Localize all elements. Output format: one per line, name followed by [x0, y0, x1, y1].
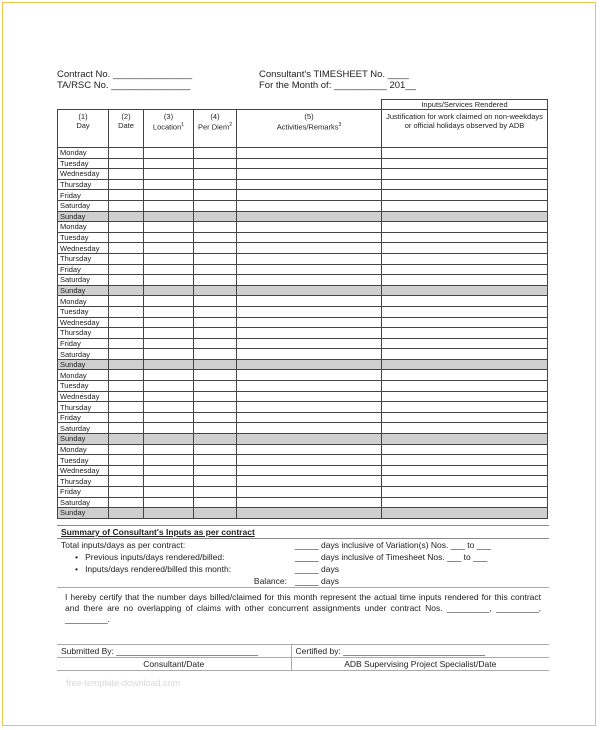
entry-cell[interactable] — [237, 359, 382, 370]
entry-cell[interactable] — [382, 370, 548, 381]
entry-cell[interactable] — [144, 253, 194, 264]
tarsc-no-field[interactable]: TA/RSC No. _______________ — [57, 80, 191, 91]
summary-total-value[interactable]: _____ days inclusive of Variation(s) Nos. ___ to ___ — [295, 540, 491, 550]
entry-cell[interactable] — [194, 402, 237, 413]
entry-cell[interactable] — [144, 148, 194, 159]
table-row — [58, 434, 548, 445]
entry-cell[interactable] — [382, 222, 548, 233]
entry-cell[interactable] — [194, 190, 237, 201]
entry-cell[interactable] — [109, 232, 144, 243]
entry-cell[interactable] — [109, 306, 144, 317]
column-headers — [58, 110, 548, 148]
day-cell: Friday — [58, 412, 109, 423]
entry-cell[interactable] — [109, 285, 144, 296]
entry-cell[interactable] — [194, 381, 237, 392]
entry-cell[interactable] — [109, 158, 144, 169]
entry-cell[interactable] — [144, 508, 194, 519]
timesheet-table — [57, 99, 548, 519]
day-cell: Thursday — [58, 476, 109, 487]
table-row — [58, 455, 548, 466]
entry-cell[interactable] — [109, 508, 144, 519]
entry-cell[interactable] — [109, 211, 144, 222]
entry-cell[interactable] — [237, 402, 382, 413]
entry-cell[interactable] — [109, 200, 144, 211]
adb-specialist-label: ADB Supervising Project Specialist/Date — [291, 658, 549, 671]
summary-thismonth-label: • Inputs/days rendered/billed this month: — [75, 564, 232, 574]
entry-cell[interactable] — [237, 296, 382, 307]
day-cell: Wednesday — [58, 169, 109, 180]
entry-cell[interactable] — [144, 222, 194, 233]
entry-cell[interactable] — [144, 285, 194, 296]
entry-cell[interactable] — [194, 465, 237, 476]
entry-cell[interactable] — [382, 264, 548, 275]
day-cell: Sunday — [58, 508, 109, 519]
entry-cell[interactable] — [237, 179, 382, 190]
entry-cell[interactable] — [144, 338, 194, 349]
entry-cell[interactable] — [382, 402, 548, 413]
table-row — [58, 264, 548, 275]
entry-cell[interactable] — [109, 169, 144, 180]
table-row — [58, 222, 548, 233]
entry-cell[interactable] — [382, 275, 548, 286]
col-date-header: (2) Date — [109, 110, 144, 148]
entry-cell[interactable] — [382, 444, 548, 455]
day-cell: Friday — [58, 338, 109, 349]
entry-cell[interactable] — [109, 148, 144, 159]
entry-cell[interactable] — [109, 243, 144, 254]
entry-cell[interactable] — [382, 423, 548, 434]
day-cell: Thursday — [58, 179, 109, 190]
table-row — [58, 148, 548, 159]
day-cell: Wednesday — [58, 465, 109, 476]
entry-cell[interactable] — [109, 264, 144, 275]
entry-cell[interactable] — [144, 497, 194, 508]
table-row — [58, 285, 548, 296]
table-row — [58, 200, 548, 211]
entry-cell[interactable] — [237, 338, 382, 349]
entry-cell[interactable] — [237, 444, 382, 455]
entry-cell[interactable] — [237, 232, 382, 243]
entry-cell[interactable] — [382, 455, 548, 466]
entry-cell[interactable] — [144, 328, 194, 339]
entry-cell[interactable] — [237, 169, 382, 180]
entry-cell[interactable] — [144, 391, 194, 402]
entry-cell[interactable] — [237, 434, 382, 445]
entry-cell[interactable] — [144, 402, 194, 413]
entry-cell[interactable] — [194, 296, 237, 307]
entry-cell[interactable] — [144, 487, 194, 498]
day-cell: Sunday — [58, 359, 109, 370]
entry-cell[interactable] — [237, 412, 382, 423]
day-cell: Tuesday — [58, 232, 109, 243]
entry-cell[interactable] — [237, 370, 382, 381]
day-cell: Monday — [58, 148, 109, 159]
day-cell: Monday — [58, 444, 109, 455]
summary-total-label: Total inputs/days as per contract: — [61, 540, 186, 550]
entry-cell[interactable] — [109, 296, 144, 307]
entry-cell[interactable] — [144, 232, 194, 243]
col-day-header: (1) Day — [58, 110, 109, 148]
entry-cell[interactable] — [194, 222, 237, 233]
month-field[interactable]: For the Month of: __________ 201__ — [259, 80, 416, 91]
entry-cell[interactable] — [382, 148, 548, 159]
entry-cell[interactable] — [194, 158, 237, 169]
entry-cell[interactable] — [144, 359, 194, 370]
entry-cell[interactable] — [237, 349, 382, 360]
day-cell: Saturday — [58, 349, 109, 360]
summary-thismonth-value[interactable]: _____ days — [295, 564, 339, 574]
entry-cell[interactable] — [144, 264, 194, 275]
entry-cell[interactable] — [109, 370, 144, 381]
day-cell: Wednesday — [58, 391, 109, 402]
entry-cell[interactable] — [382, 232, 548, 243]
entry-cell[interactable] — [144, 190, 194, 201]
entry-cell[interactable] — [382, 306, 548, 317]
entry-cell[interactable] — [144, 200, 194, 211]
entry-cell[interactable] — [382, 381, 548, 392]
certification-text: I hereby certify that the number days billed/claimed for this month represent the actual time inputs rendered for this contract and there are no overlapping of claims with other concurrent assignments under contract Nos. _________, _________, _________. — [57, 588, 549, 645]
entry-cell[interactable] — [109, 328, 144, 339]
entry-cell[interactable] — [194, 423, 237, 434]
entry-cell[interactable] — [109, 349, 144, 360]
table-row — [58, 306, 548, 317]
entry-cell[interactable] — [144, 349, 194, 360]
entry-cell[interactable] — [237, 275, 382, 286]
table-row — [58, 179, 548, 190]
entry-cell[interactable] — [109, 179, 144, 190]
entry-cell[interactable] — [194, 275, 237, 286]
entry-cell[interactable] — [144, 275, 194, 286]
entry-cell[interactable] — [237, 317, 382, 328]
entry-cell[interactable] — [109, 359, 144, 370]
certified-by-field[interactable]: Certified by: ______________________________ — [291, 645, 549, 658]
entry-cell[interactable] — [194, 434, 237, 445]
day-cell: Thursday — [58, 253, 109, 264]
entry-cell[interactable] — [109, 476, 144, 487]
entry-cell[interactable] — [109, 423, 144, 434]
entry-cell[interactable] — [109, 444, 144, 455]
entry-cell[interactable] — [382, 169, 548, 180]
entry-cell[interactable] — [382, 179, 548, 190]
entry-cell[interactable] — [237, 328, 382, 339]
entry-cell[interactable] — [382, 296, 548, 307]
entry-cell[interactable] — [194, 444, 237, 455]
day-cell: Saturday — [58, 423, 109, 434]
entry-cell[interactable] — [194, 476, 237, 487]
entry-cell[interactable] — [237, 423, 382, 434]
entry-cell[interactable] — [194, 412, 237, 423]
entry-cell[interactable] — [382, 497, 548, 508]
entry-cell[interactable] — [109, 381, 144, 392]
entry-cell[interactable] — [144, 296, 194, 307]
entry-cell[interactable] — [382, 317, 548, 328]
entry-cell[interactable] — [194, 508, 237, 519]
entry-cell[interactable] — [382, 285, 548, 296]
header-left — [57, 69, 192, 91]
entry-cell[interactable] — [109, 455, 144, 466]
entry-cell[interactable] — [237, 222, 382, 233]
table-row — [58, 391, 548, 402]
table-row — [58, 338, 548, 349]
table-row — [58, 253, 548, 264]
entry-cell[interactable] — [382, 338, 548, 349]
day-cell: Monday — [58, 222, 109, 233]
entry-cell[interactable] — [237, 200, 382, 211]
table-row — [58, 359, 548, 370]
entry-cell[interactable] — [109, 497, 144, 508]
entry-cell[interactable] — [382, 211, 548, 222]
entry-cell[interactable] — [382, 412, 548, 423]
day-cell: Friday — [58, 190, 109, 201]
entry-cell[interactable] — [144, 306, 194, 317]
entry-cell[interactable] — [382, 508, 548, 519]
entry-cell[interactable] — [109, 412, 144, 423]
submitted-by-field[interactable]: Submitted By: ______________________________ — [57, 645, 291, 658]
entry-cell[interactable] — [109, 275, 144, 286]
table-row — [58, 328, 548, 339]
entry-cell[interactable] — [194, 349, 237, 360]
entry-cell[interactable] — [382, 476, 548, 487]
entry-cell[interactable] — [382, 434, 548, 445]
table-row — [58, 402, 548, 413]
day-cell: Saturday — [58, 275, 109, 286]
watermark-text: free-template-download.com — [66, 678, 181, 688]
entry-cell[interactable] — [237, 381, 382, 392]
entry-cell[interactable] — [109, 402, 144, 413]
entry-cell[interactable] — [194, 455, 237, 466]
day-cell: Monday — [58, 296, 109, 307]
entry-cell[interactable] — [194, 391, 237, 402]
entry-cell[interactable] — [382, 359, 548, 370]
day-cell: Friday — [58, 487, 109, 498]
table-row — [58, 508, 548, 519]
entry-cell[interactable] — [144, 444, 194, 455]
entry-cell[interactable] — [382, 243, 548, 254]
table-row — [58, 211, 548, 222]
table-row — [58, 476, 548, 487]
entry-cell[interactable] — [144, 434, 194, 445]
entry-cell[interactable] — [194, 200, 237, 211]
table-row — [58, 169, 548, 180]
entry-cell[interactable] — [194, 359, 237, 370]
entry-cell[interactable] — [237, 211, 382, 222]
contract-no-field[interactable]: Contract No. _______________ — [57, 69, 193, 80]
day-cell: Wednesday — [58, 317, 109, 328]
entry-cell[interactable] — [194, 487, 237, 498]
table-row — [58, 487, 548, 498]
entry-cell[interactable] — [382, 190, 548, 201]
entry-cell[interactable] — [194, 148, 237, 159]
day-cell: Tuesday — [58, 455, 109, 466]
table-row — [58, 465, 548, 476]
entry-cell[interactable] — [194, 179, 237, 190]
entry-cell[interactable] — [237, 306, 382, 317]
entry-cell[interactable] — [109, 434, 144, 445]
entry-cell[interactable] — [194, 306, 237, 317]
entry-cell[interactable] — [144, 381, 194, 392]
entry-cell[interactable] — [194, 370, 237, 381]
entry-cell[interactable] — [109, 317, 144, 328]
day-cell: Sunday — [58, 285, 109, 296]
day-cell: Saturday — [58, 200, 109, 211]
table-row — [58, 190, 548, 201]
entry-cell[interactable] — [109, 222, 144, 233]
header-right — [259, 69, 416, 91]
table-row — [58, 243, 548, 254]
entry-cell[interactable] — [144, 169, 194, 180]
day-cell: Sunday — [58, 434, 109, 445]
entry-cell[interactable] — [144, 370, 194, 381]
col-perdiem-header: (4) Per Diem$^2$ — [194, 110, 237, 148]
entry-cell[interactable] — [382, 200, 548, 211]
entry-cell[interactable] — [194, 232, 237, 243]
summary-title: Summary of Consultant's Inputs as per contract — [57, 526, 549, 539]
summary-section — [57, 525, 549, 671]
summary-balance-value[interactable]: _____ days — [295, 576, 339, 586]
col-justification-header: Justification for work claimed on non-weekdays or official holidays observed by ADB — [382, 110, 548, 148]
entry-cell[interactable] — [194, 328, 237, 339]
summary-previous-label: • Previous inputs/days rendered/billed: — [75, 552, 225, 562]
table-row — [58, 232, 548, 243]
entry-cell[interactable] — [144, 412, 194, 423]
entry-cell[interactable] — [237, 148, 382, 159]
entry-cell[interactable] — [382, 253, 548, 264]
entry-cell[interactable] — [194, 264, 237, 275]
timesheet-no-field[interactable]: Consultant's TIMESHEET No. ____ — [259, 69, 409, 80]
entry-cell[interactable] — [237, 285, 382, 296]
entry-cell[interactable] — [237, 190, 382, 201]
day-cell: Tuesday — [58, 381, 109, 392]
table-row — [58, 158, 548, 169]
col-activities-header: (5) Activities/Remarks$^3$ — [237, 110, 382, 148]
entry-cell[interactable] — [144, 158, 194, 169]
entry-cell[interactable] — [237, 264, 382, 275]
entry-cell[interactable] — [194, 211, 237, 222]
day-cell: Tuesday — [58, 306, 109, 317]
day-cell: Wednesday — [58, 243, 109, 254]
entry-cell[interactable] — [194, 253, 237, 264]
entry-cell[interactable] — [109, 465, 144, 476]
entry-cell[interactable] — [144, 465, 194, 476]
entry-cell[interactable] — [144, 243, 194, 254]
day-cell: Friday — [58, 264, 109, 275]
entry-cell[interactable] — [194, 497, 237, 508]
col-location-header: (3) Location$^1$ — [144, 110, 194, 148]
entry-cell[interactable] — [237, 465, 382, 476]
day-cell: Monday — [58, 370, 109, 381]
entry-cell[interactable] — [109, 253, 144, 264]
entry-cell[interactable] — [144, 423, 194, 434]
entry-cell[interactable] — [109, 190, 144, 201]
table-row — [58, 296, 548, 307]
entry-cell[interactable] — [382, 328, 548, 339]
consultant-date-label: Consultant/Date — [57, 658, 291, 671]
entry-cell[interactable] — [237, 508, 382, 519]
entry-cell[interactable] — [237, 243, 382, 254]
entry-cell[interactable] — [144, 317, 194, 328]
entry-cell[interactable] — [237, 497, 382, 508]
entry-cell[interactable] — [144, 455, 194, 466]
entry-cell[interactable] — [382, 158, 548, 169]
entry-cell[interactable] — [144, 476, 194, 487]
day-cell: Sunday — [58, 211, 109, 222]
table-row — [58, 412, 548, 423]
entry-cell[interactable] — [109, 391, 144, 402]
inputs-services-header: Inputs/Services Rendered — [382, 100, 548, 110]
table-row — [58, 444, 548, 455]
entry-cell[interactable] — [382, 391, 548, 402]
entry-cell[interactable] — [109, 487, 144, 498]
entry-cell[interactable] — [144, 211, 194, 222]
entry-cell[interactable] — [382, 349, 548, 360]
entry-cell[interactable] — [194, 338, 237, 349]
entry-cell[interactable] — [237, 253, 382, 264]
table-row — [58, 317, 548, 328]
entry-cell[interactable] — [237, 391, 382, 402]
entry-cell[interactable] — [237, 158, 382, 169]
entry-cell[interactable] — [194, 243, 237, 254]
table-row — [58, 497, 548, 508]
table-row — [58, 370, 548, 381]
day-cell: Thursday — [58, 402, 109, 413]
entry-cell[interactable] — [237, 476, 382, 487]
entry-cell[interactable] — [237, 455, 382, 466]
table-row — [58, 349, 548, 360]
day-cell: Tuesday — [58, 158, 109, 169]
day-cell: Thursday — [58, 328, 109, 339]
summary-balance-label: Balance: — [253, 576, 287, 586]
entry-cell[interactable] — [194, 285, 237, 296]
entry-cell[interactable] — [237, 487, 382, 498]
table-row — [58, 275, 548, 286]
table-row — [58, 381, 548, 392]
table-row — [58, 423, 548, 434]
entry-cell[interactable] — [109, 338, 144, 349]
entry-cell[interactable] — [194, 317, 237, 328]
entry-cell[interactable] — [144, 179, 194, 190]
entry-cell[interactable] — [382, 487, 548, 498]
summary-previous-value[interactable]: _____ days inclusive of Timesheet Nos. ___ to ___ — [295, 552, 488, 562]
entry-cell[interactable] — [382, 465, 548, 476]
day-cell: Saturday — [58, 497, 109, 508]
entry-cell[interactable] — [194, 169, 237, 180]
